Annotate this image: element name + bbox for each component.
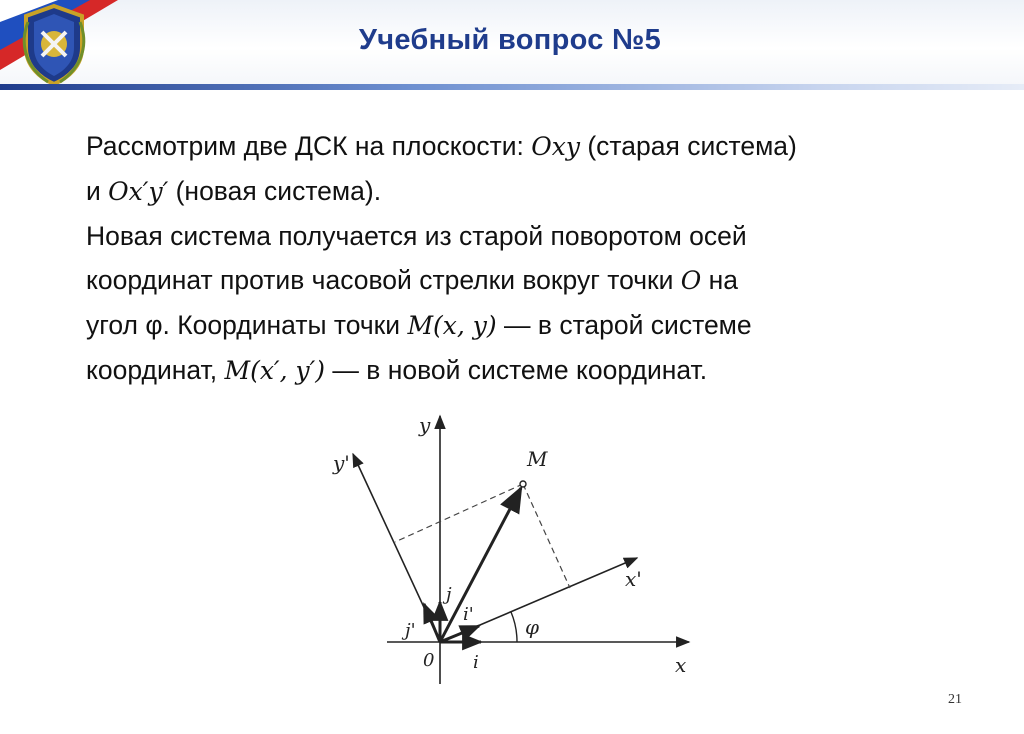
header-rule	[0, 84, 1024, 90]
text-segment: угол φ. Координаты точки	[86, 310, 408, 340]
projection-to-x-prime	[523, 484, 570, 588]
text-line-4	[86, 258, 966, 303]
text-segment: (новая система).	[168, 176, 382, 206]
label-y: y	[419, 413, 431, 437]
label-phi: φ	[525, 615, 540, 639]
coordinate-rotation-figure	[327, 402, 695, 690]
math-segment: Ox′y′	[108, 177, 169, 206]
radius-vector-om	[440, 488, 521, 642]
text-segment: на	[701, 265, 739, 295]
label-j-prime: j'	[405, 620, 416, 641]
slide-header	[0, 0, 1024, 88]
angle-arc-phi	[511, 612, 517, 642]
emblem-icon	[18, 2, 90, 86]
label-i-prime: i'	[463, 604, 474, 625]
label-i: i	[473, 652, 479, 673]
text-segment: Рассмотрим две ДСК на плоскости:	[86, 131, 532, 161]
body-text	[86, 124, 966, 393]
figure-svg	[327, 402, 695, 690]
text-segment: (старая система)	[580, 131, 797, 161]
text-line-3: Новая система получается из старой поворотом осей	[86, 221, 747, 251]
label-j: j	[446, 584, 452, 605]
page-number: 21	[948, 692, 962, 707]
label-origin: 0	[423, 650, 435, 671]
projection-to-y-prime	[395, 484, 523, 542]
math-segment: O	[680, 266, 702, 295]
math-segment: M(x′, y′)	[224, 356, 326, 385]
label-x-prime: x'	[625, 567, 642, 591]
text-segment: — в новой системе координат.	[325, 355, 708, 385]
point-m	[520, 481, 526, 487]
math-segment: M(x, y)	[407, 311, 497, 340]
text-line-1	[86, 124, 966, 169]
math-segment: Oxy	[531, 132, 580, 161]
label-y-prime: y'	[333, 451, 350, 475]
unit-vector-j-prime	[424, 604, 440, 642]
text-line-5	[86, 303, 966, 348]
label-m: M	[527, 447, 548, 471]
text-segment: координат против часовой стрелки вокруг точки	[86, 265, 681, 295]
text-line-2	[86, 169, 966, 214]
text-segment: координат,	[86, 355, 225, 385]
text-segment: и	[86, 176, 109, 206]
slide-title: Учебный вопрос №5	[358, 24, 662, 56]
text-line-6	[86, 348, 966, 393]
label-x: x	[675, 653, 687, 677]
text-segment: — в старой системе	[496, 310, 752, 340]
